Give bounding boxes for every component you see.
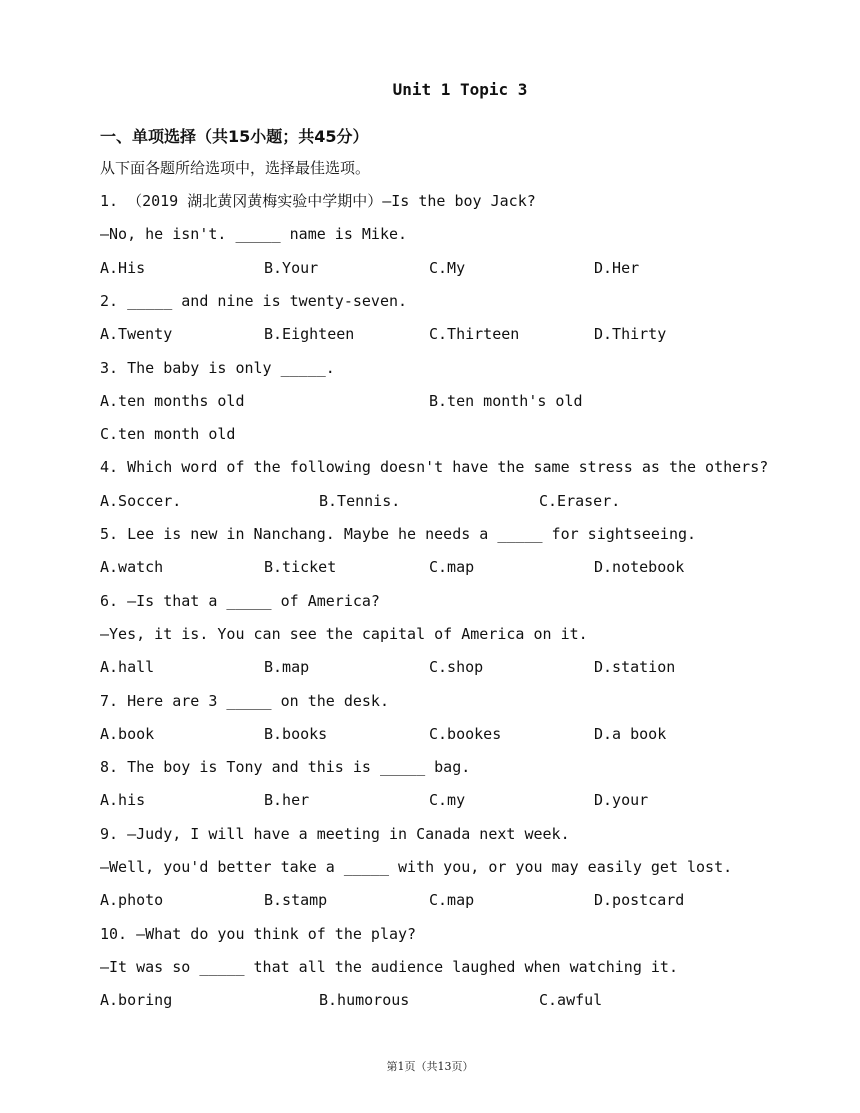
answer-option: A.His: [100, 259, 146, 277]
answer-option: D.Thirty: [594, 325, 667, 343]
options-row: [100, 724, 800, 744]
section-header: 一、单项选择（共15小题；共45分）: [100, 127, 369, 146]
answer-option: A.Twenty: [100, 325, 173, 343]
question-line: —Well, you'd better take a _____ with you, or you may easily get lost.: [100, 858, 733, 876]
answer-option: C.Eraser.: [539, 492, 621, 510]
answer-option: D.notebook: [594, 558, 685, 576]
answer-option: D.station: [594, 658, 676, 676]
question-line: 8. The boy is Tony and this is _____ bag.: [100, 758, 471, 776]
question-line: 5. Lee is new in Nanchang. Maybe he needs a _____ for sightseeing.: [100, 525, 697, 543]
answer-option: C.map: [429, 891, 475, 909]
answer-option: D.your: [594, 791, 649, 809]
answer-option: B.Eighteen: [264, 325, 355, 343]
answer-option: C.bookes: [429, 725, 502, 743]
answer-option: A.watch: [100, 558, 164, 576]
answer-option: A.book: [100, 725, 155, 743]
page-title: Unit 1 Topic 3: [392, 80, 528, 99]
question-line: 1. （2019 湖北黄冈黄梅实验中学期中）—Is the boy Jack?: [100, 192, 536, 210]
options-row: [100, 890, 800, 910]
answer-option: C.map: [429, 558, 475, 576]
answer-option: C.Thirteen: [429, 325, 520, 343]
options-row: [100, 258, 800, 278]
answer-option: C.awful: [539, 991, 603, 1009]
options-row: [100, 557, 800, 577]
question-line: —It was so _____ that all the audience laughed when watching it.: [100, 958, 678, 976]
answer-option: C.my: [429, 791, 466, 809]
answer-option: B.humorous: [319, 991, 410, 1009]
answer-option: A.his: [100, 791, 146, 809]
options-row: [100, 790, 800, 810]
answer-option: C.shop: [429, 658, 484, 676]
options-row: [100, 491, 800, 511]
answer-option: A.Soccer.: [100, 492, 182, 510]
answer-option: C.ten month old: [100, 425, 236, 443]
question-line: 7. Here are 3 _____ on the desk.: [100, 692, 389, 710]
answer-option: B.ticket: [264, 558, 337, 576]
instruction-text: 从下面各题所给选项中，选择最佳选项。: [100, 159, 371, 177]
answer-option: B.Your: [264, 259, 319, 277]
answer-option: A.boring: [100, 991, 173, 1009]
answer-option: B.ten month's old: [429, 392, 583, 410]
question-line: 9. —Judy, I will have a meeting in Canada next week.: [100, 825, 570, 843]
question-line: 10. —What do you think of the play?: [100, 925, 417, 943]
question-line: 3. The baby is only _____.: [100, 359, 335, 377]
answer-option: B.map: [264, 658, 310, 676]
answer-option: C.My: [429, 259, 466, 277]
answer-option: A.hall: [100, 658, 155, 676]
question-line: 2. _____ and nine is twenty-seven.: [100, 292, 408, 310]
question-line: —Yes, it is. You can see the capital of America on it.: [100, 625, 588, 643]
answer-option: B.Tennis.: [319, 492, 401, 510]
answer-option: B.her: [264, 791, 310, 809]
options-row: [100, 424, 800, 444]
question-line: —No, he isn't. _____ name is Mike.: [100, 225, 408, 243]
answer-option: A.photo: [100, 891, 164, 909]
page-footer: 第1页（共13页）: [386, 1060, 474, 1073]
options-row: [100, 324, 800, 344]
options-row: [100, 657, 800, 677]
answer-option: B.stamp: [264, 891, 328, 909]
answer-option: D.postcard: [594, 891, 685, 909]
options-row: [100, 990, 800, 1010]
options-row: [100, 391, 800, 411]
answer-option: A.ten months old: [100, 392, 245, 410]
question-line: 4. Which word of the following doesn't have the same stress as the others?: [100, 458, 769, 476]
answer-option: D.a book: [594, 725, 667, 743]
answer-option: B.books: [264, 725, 328, 743]
question-line: 6. —Is that a _____ of America?: [100, 592, 380, 610]
answer-option: D.Her: [594, 259, 640, 277]
